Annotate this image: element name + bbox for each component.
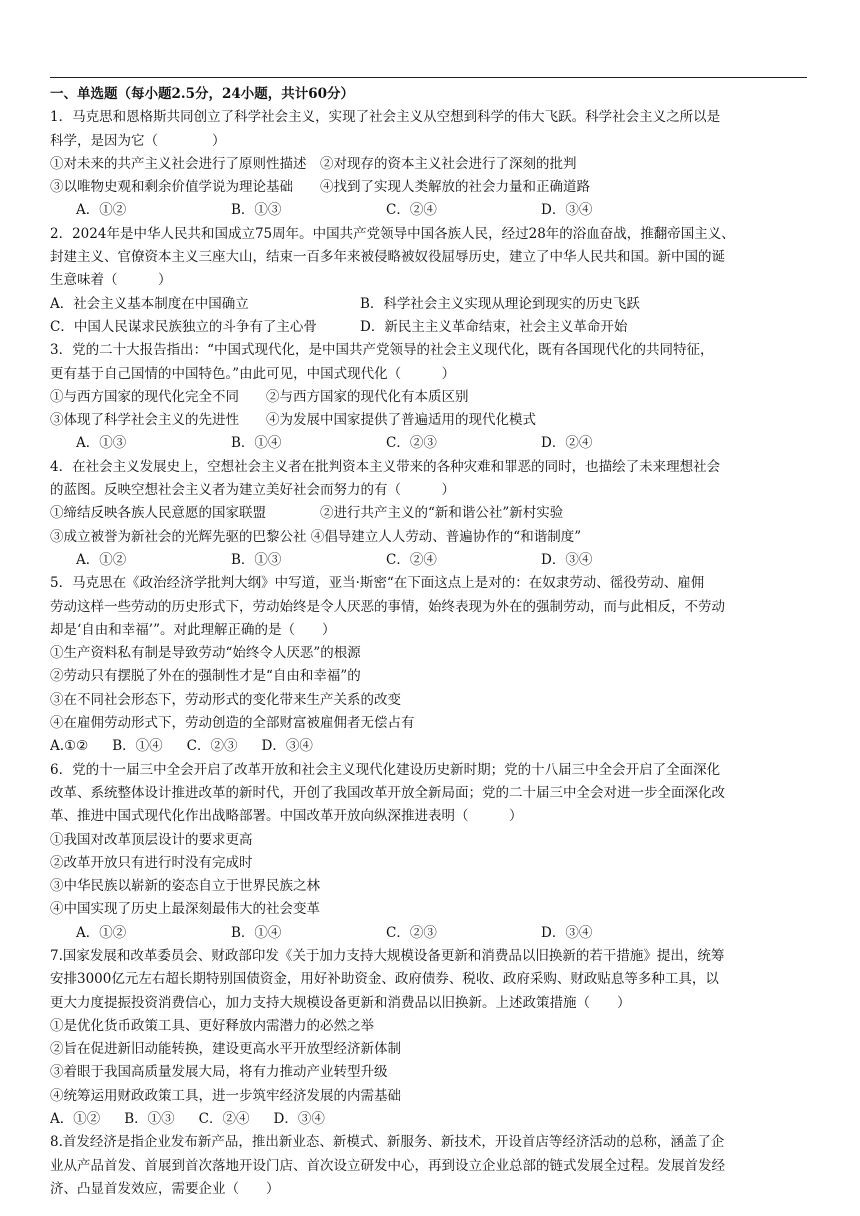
question-2-stem: 生意味着（ ）: [50, 272, 172, 289]
option-d: D．③④: [261, 738, 313, 755]
option-a: A．社会主义基本制度在中国确立: [50, 295, 249, 312]
option-d: D．③④: [541, 551, 593, 568]
section-title: 一、单选题（每小题2.5分，24小题，共计60分）: [50, 86, 355, 102]
question-2-options: [50, 293, 810, 316]
option-c: C．②③: [386, 924, 437, 941]
option-c: C．②④: [386, 202, 437, 219]
question-2-stem: 封建主义、官僚资本主义三座大山，结束一百多年来被侵略被奴役屈辱历史，建立了中华人民共和国。新中国的诞: [50, 249, 725, 266]
question-4-stem: 4．在社会主义发展史上，空想社会主义者在批判资本主义带来的各种灾难和罪恶的同时，也描绘了未来理想社会: [50, 458, 721, 475]
option-c: C．②③: [186, 738, 238, 755]
question-3-stem: 3．党的二十大报告指出：“中国式现代化，是中国共产党领导的社会主义现代化，既有各国现代化的共同特征，: [50, 342, 714, 359]
question-7-statement: ④统筹运用财政政策工具，进一步筑牢经济发展的内需基础: [50, 1087, 401, 1104]
question-5-statement: ④在雇佣劳动形式下，劳动创造的全部财富被雇佣者无偿占有: [50, 715, 415, 732]
question-5-stem: 劳动这样一些劳动的历史形式下，劳动始终是令人厌恶的事情，始终表现为外在的强制劳动，而与此相反，不劳动: [50, 598, 725, 615]
option-d: D．②④: [541, 435, 593, 452]
question-list: [50, 83, 810, 1201]
option-c: C．中国人民谋求民族独立的斗争有了主心骨: [50, 318, 317, 335]
question-3-stem: 更有基于自己国情的中国特色。”由此可见，中国式现代化（ ）: [50, 365, 456, 382]
option-c: C．②④: [386, 551, 437, 568]
question-6-statement: ③中华民族以崭新的姿态自立于世界民族之林: [50, 878, 320, 895]
question-1-statement: ③以唯物史观和剩余价值学说为理论基础 ④找到了实现人类解放的社会力量和正确道路: [50, 179, 590, 196]
question-5-statement: ②劳动只有摆脱了外在的强制性才是“自由和幸福”的: [50, 668, 361, 685]
question-2-stem: 2．2024年是中华人民共和国成立75周年。中国共产党领导中国各族人民，经过28年的浴血奋战，推翻帝国主义、: [50, 225, 735, 242]
option-b: B．①③: [231, 202, 282, 219]
option-a: A．①②: [76, 924, 127, 941]
question-3-statement: ③体现了科学社会主义的先进性 ④为发展中国家提供了普遍适用的现代化模式: [50, 412, 536, 429]
question-5-options: [50, 735, 810, 758]
option-b: B．①③: [231, 551, 282, 568]
question-7-stem: 更大力度提振投资消费信心，加力支持大规模设备更新和消费品以旧换新。上述政策措施（ ）: [50, 994, 631, 1011]
question-7-stem: 安排3000亿元左右超长期特别国债资金，用好补助资金、政府债券、税收、政府采购、财政贴息等多种工具，以: [50, 971, 719, 988]
question-4-stem: 的蓝图。反映空想社会主义者为建立美好社会而努力的有（ ）: [50, 482, 455, 499]
option-b: B．①④: [231, 435, 282, 452]
option-d: D．新民主主义革命结束，社会主义革命开始: [360, 318, 628, 335]
question-6-stem: 改革、系统整体设计推进改革的新时代，开创了我国改革开放全新局面；党的二十届三中全会对进一步全面深化改: [50, 784, 725, 801]
question-7-statement: ②旨在促进新旧动能转换，建设更高水平开放型经济新体制: [50, 1041, 401, 1058]
question-8-stem: 8.首发经济是指企业发布新产品，推出新业态、新模式、新服务、新技术，开设首店等经济活动的总称，涵盖了企: [50, 1134, 725, 1151]
option-a: A.①②: [50, 738, 89, 755]
question-5-statement: ③在不同社会形态下，劳动形式的变化带来生产关系的改变: [50, 691, 401, 708]
question-7-statement: ①是优化货币政策工具、更好释放内需潜力的必然之举: [50, 1017, 374, 1034]
question-4-statement: ③成立被誉为新社会的光辉先驱的巴黎公社 ④倡导建立人人劳动、普遍协作的“和谐制度”: [50, 528, 582, 545]
option-d: D．③④: [541, 924, 593, 941]
option-d: D．③④: [273, 1111, 325, 1128]
question-1-options: [50, 199, 810, 222]
question-6-options: [50, 922, 810, 945]
question-6-stem: 革、推进中国式现代化作出战略部署。中国改革开放向纵深推进表明（ ）: [50, 808, 523, 825]
option-d: D．③④: [541, 202, 593, 219]
question-8-stem: 济、凸显首发效应，需要企业（ ）: [50, 1180, 280, 1197]
question-7-statement: ③着眼于我国高质量发展大局，将有力推动产业转型升级: [50, 1064, 388, 1081]
header-rule: [50, 77, 807, 78]
question-5-stem: 5．马克思在《政治经济学批判大纲》中写道，亚当·斯密“在下面这点上是对的：在奴隶劳动、徭役劳动、雇佣: [50, 575, 705, 592]
question-1-stem: 科学，是因为它（ ）: [50, 132, 226, 149]
option-c: C．②④: [198, 1111, 250, 1128]
question-1-statement: ①对未来的共产主义社会进行了原则性描述 ②对现存的资本主义社会进行了深刻的批判: [50, 155, 577, 172]
question-5-stem: 却是‘自由和幸福’”。对此理解正确的是（ ）: [50, 621, 336, 638]
option-c: C．②③: [386, 435, 437, 452]
option-b: B．①③: [124, 1111, 175, 1128]
question-8-stem: 业从产品首发、首展到首次落地开设门店、首次设立研发中心，再到设立企业总部的链式发展全过程。发展首发经: [50, 1157, 725, 1174]
question-6-statement: ①我国对改革顶层设计的要求更高: [50, 831, 253, 848]
option-b: B．①④: [112, 738, 163, 755]
question-3-options: [50, 432, 810, 455]
question-6-statement: ④中国实现了历史上最深刻最伟大的社会变革: [50, 901, 320, 918]
option-b: B．①④: [231, 924, 282, 941]
option-b: B．科学社会主义实现从理论到现实的历史飞跃: [360, 295, 640, 312]
question-5-statement: ①生产资料私有制是导致劳动“始终令人厌恶”的根源: [50, 645, 361, 662]
question-6-statement: ②改革开放只有进行时没有完成时: [50, 854, 253, 871]
question-3-statement: ①与西方国家的现代化完全不同 ②与西方国家的现代化有本质区别: [50, 388, 469, 405]
question-6-stem: 6．党的十一届三中全会开启了改革开放和社会主义现代化建设历史新时期；党的十八届三中全会开启了全面深化: [50, 761, 721, 778]
question-4-statement: ①缔结反映各族人民意愿的国家联盟 ②进行共产主义的“新和谐公社”新村实验: [50, 505, 564, 522]
option-a: A．①②: [76, 551, 127, 568]
question-2-options: [50, 316, 810, 339]
question-7-stem: 7.国家发展和改革委员会、财政部印发《关于加力支持大规模设备更新和消费品以旧换新的若干措施》提出，统筹: [50, 947, 725, 964]
option-a: A．①③: [76, 435, 127, 452]
question-1-stem: 1．马克思和恩格斯共同创立了科学社会主义，实现了社会主义从空想到科学的伟大飞跃。科学社会主义之所以是: [50, 109, 721, 126]
option-a: A．①②: [76, 202, 127, 219]
question-7-options: [50, 1108, 810, 1131]
option-a: A．①②: [50, 1111, 101, 1128]
question-4-options: [50, 549, 810, 572]
